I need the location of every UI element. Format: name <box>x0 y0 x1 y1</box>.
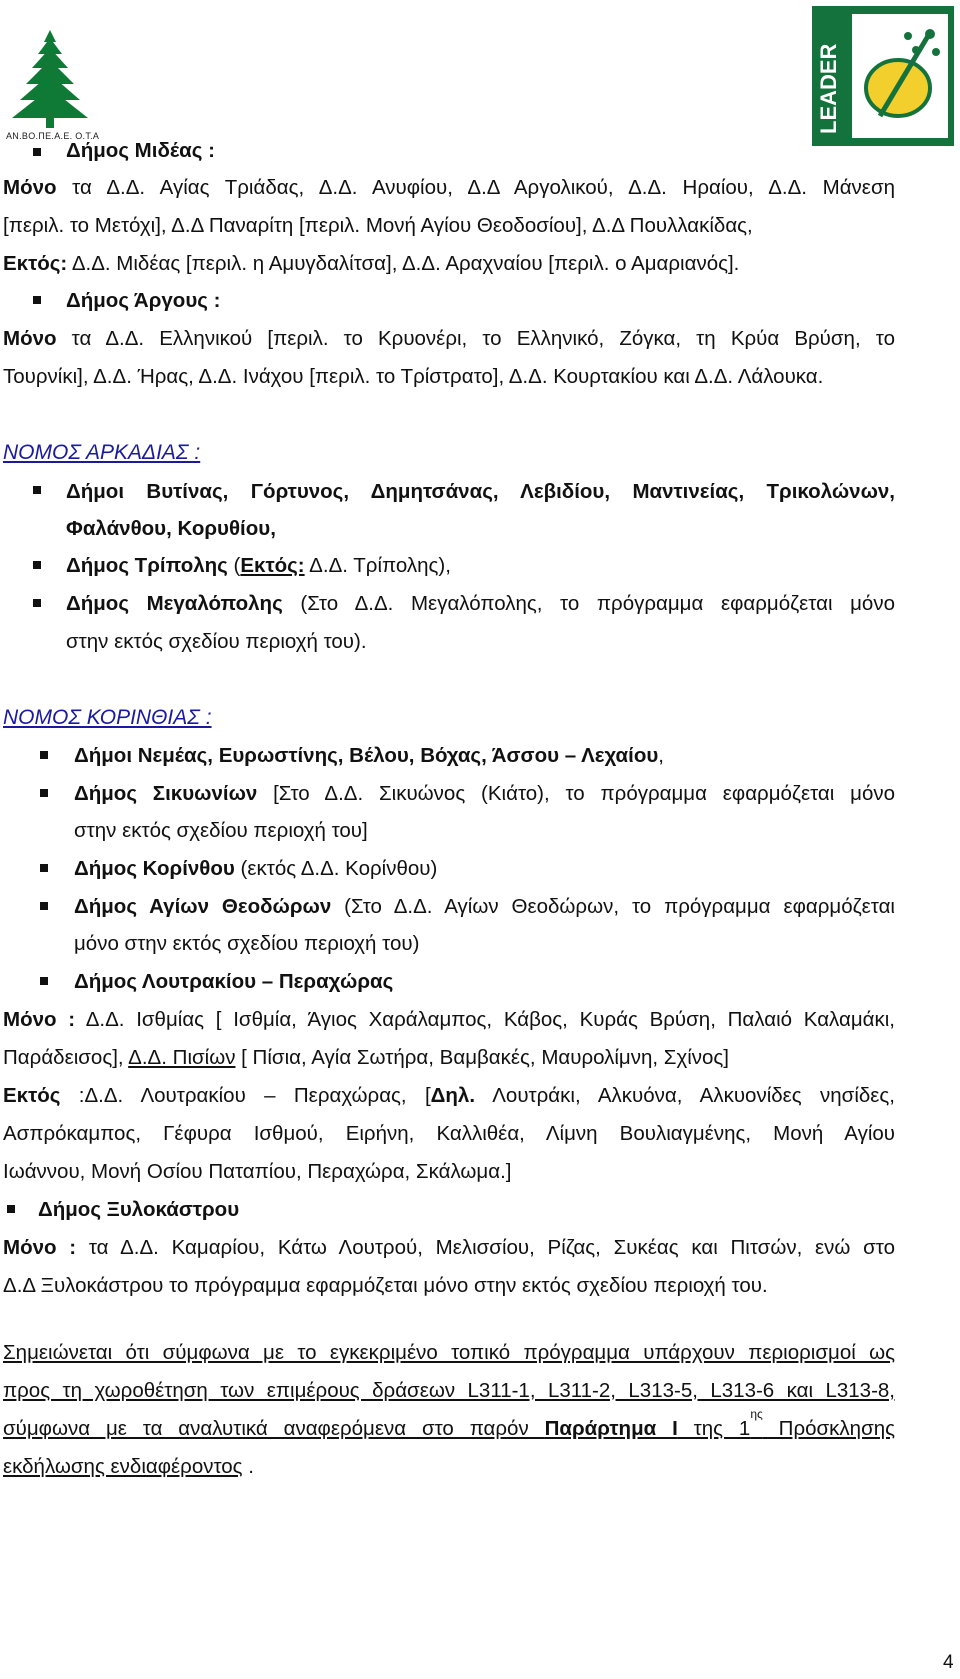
left-logo-caption: ΑΝ.ΒΟ.ΠΕ.Α.Ε. Ο.Τ.Α <box>6 131 100 141</box>
bullet-marker <box>33 296 41 304</box>
arkadia-municipalities-line-1: Δήμοι Βυτίνας, Γόρτυνος, Δημητσάνας, Λεβιδίου, Μαντινείας, Τρικολώνων, <box>66 480 895 503</box>
bullet-marker <box>33 148 41 156</box>
agioi-theodoroi-line-1: Δήμος Αγίων Θεοδώρων (Στο Δ.Δ. Αγίων Θεοδώρων, το πρόγραμμα εφαρμόζεται <box>74 895 895 918</box>
bullet-marker <box>40 789 48 797</box>
argos-line-1: Μόνο τα Δ.Δ. Ελληνικού [περιλ. το Κρυονέρι, το Ελληνικό, Ζόγκα, τη Κρύα Βρύση, το <box>3 327 895 350</box>
loutraki-line-3: Εκτός :Δ.Δ. Λουτρακίου – Περαχώρας, [Δηλ. Λουτράκι, Αλκυόνα, Αλκυονίδες νησίδες, <box>3 1084 895 1107</box>
agioi-theodoroi-line-2: μόνο στην εκτός σχεδίου περιοχή του) <box>74 932 420 955</box>
bullet-marker <box>40 864 48 872</box>
loutraki-line-4: Ασπρόκαμπος, Γέφυρα Ισθμού, Ειρήνη, Καλλιθέα, Λίμνη Βουλιαγμένης, Μονή Αγίου <box>3 1122 895 1145</box>
leader-logo <box>812 6 954 146</box>
xylokastro-line-1: Μόνο : τα Δ.Δ. Καμαρίου, Κάτω Λουτρού, Μελισσίου, Ρίζας, Συκέας και Πιτσών, ενώ στο <box>3 1236 895 1259</box>
bullet-marker <box>40 902 48 910</box>
tripoli-line: Δήμος Τρίπολης (Εκτός: Δ.Δ. Τρίπολης), <box>66 554 451 577</box>
bullet-marker <box>33 486 41 494</box>
bullet-marker <box>40 977 48 985</box>
loutraki-line-1: Μόνο : Δ.Δ. Ισθμίας [ Ισθμία, Άγιος Χαράλαμπος, Κάβος, Κυράς Βρύση, Παλαιό Καλαμάκι, <box>3 1008 895 1031</box>
arkadia-heading: ΝΟΜΟΣ ΑΡΚΑΔΙΑΣ : <box>3 441 201 464</box>
korinthia-municipalities-line: Δήμοι Νεμέας, Ευρωστίνης, Βέλου, Βόχας, Άσσου – Λεχαίου, <box>74 744 664 767</box>
midea-title: Δήμος Μιδέας : <box>66 139 215 162</box>
bullet-marker <box>7 1205 15 1213</box>
arkadia-municipalities-line-2: Φαλάνθου, Κορυθίου, <box>66 517 276 540</box>
midea-line-1: Μόνο τα Δ.Δ. Αγίας Τριάδας, Δ.Δ. Ανυφίου, Δ.Δ Αργολικού, Δ.Δ. Ηραίου, Δ.Δ. Μάνεση <box>3 176 895 199</box>
midea-line-2: [περιλ. το Μετόχι], Δ.Δ Παναρίτη [περιλ. Μονή Αγίου Θεοδοσίου], Δ.Δ Πουλλακίδας, <box>3 214 753 237</box>
xylokastro-line-2: Δ.Δ Ξυλοκάστρου το πρόγραμμα εφαρμόζεται μόνο στην εκτός σχεδίου περιοχή του. <box>3 1274 768 1297</box>
korinthos-line: Δήμος Κορίνθου (εκτός Δ.Δ. Κορίνθου) <box>74 857 438 880</box>
page-number: 4 <box>943 1652 954 1673</box>
note-line-4: εκδήλωσης ενδιαφέροντος . <box>3 1455 254 1478</box>
loutraki-line-5: Ιωάννου, Μονή Οσίου Παταπίου, Περαχώρα, Σκάλωμα.] <box>3 1160 512 1183</box>
argos-line-2: Τουρνίκι], Δ.Δ. Ήρας, Δ.Δ. Ινάχου [περιλ. το Τρίστρατο], Δ.Δ. Κουρτακίου και Δ.Δ. Λάλουκα. <box>3 365 824 388</box>
bullet-marker <box>33 599 41 607</box>
sikyonion-line-2: στην εκτός σχεδίου περιοχή του] <box>74 819 368 842</box>
anvopeaeota-tree-logo <box>4 28 96 146</box>
midea-line-3: Εκτός: Δ.Δ. Μιδέας [περιλ. η Αμυγδαλίτσα], Δ.Δ. Αραχναίου [περιλ. ο Αμαριανός]. <box>3 252 740 275</box>
note-line-2: προς τη χωροθέτηση των επιμέρους δράσεων L311-1, L311-2, L313-5, L313-6 και L313-8, <box>3 1379 895 1402</box>
note-line-1: Σημειώνεται ότι σύμφωνα με το εγκεκριμένο τοπικό πρόγραμμα υπάρχουν περιορισμοί ως <box>3 1341 895 1364</box>
korinthia-heading: ΝΟΜΟΣ ΚΟΡΙΝΘΙΑΣ : <box>3 706 212 729</box>
megalopoli-line-2: στην εκτός σχεδίου περιοχή του). <box>66 630 367 653</box>
sikyonion-line-1: Δήμος Σικυωνίων [Στο Δ.Δ. Σικυώνος (Κιάτο), το πρόγραμμα εφαρμόζεται μόνο <box>74 782 896 805</box>
loutraki-line-2: Παράδεισος], Δ.Δ. Πισίων [ Πίσια, Αγία Σωτήρα, Βαμβακές, Μαυρολίμνη, Σχίνος] <box>3 1046 730 1069</box>
argos-title: Δήμος Άργους : <box>66 289 221 312</box>
xylokastro-title: Δήμος Ξυλοκάστρου <box>38 1198 240 1221</box>
bullet-marker <box>33 561 41 569</box>
loutraki-title: Δήμος Λουτρακίου – Περαχώρας <box>74 970 394 993</box>
note-line-3: σύμφωνα με τα αναλυτικά αναφερόμενα στο παρόν Παράρτημα Ι της $1^{\eta\varsigma}$ Πρόσκλησης <box>3 1407 896 1440</box>
bullet-marker <box>40 751 48 759</box>
megalopoli-line-1: Δήμος Μεγαλόπολης (Στο Δ.Δ. Μεγαλόπολης, το πρόγραμμα εφαρμόζεται μόνο <box>66 592 895 615</box>
leader-logo-text: LEADER <box>816 43 841 134</box>
